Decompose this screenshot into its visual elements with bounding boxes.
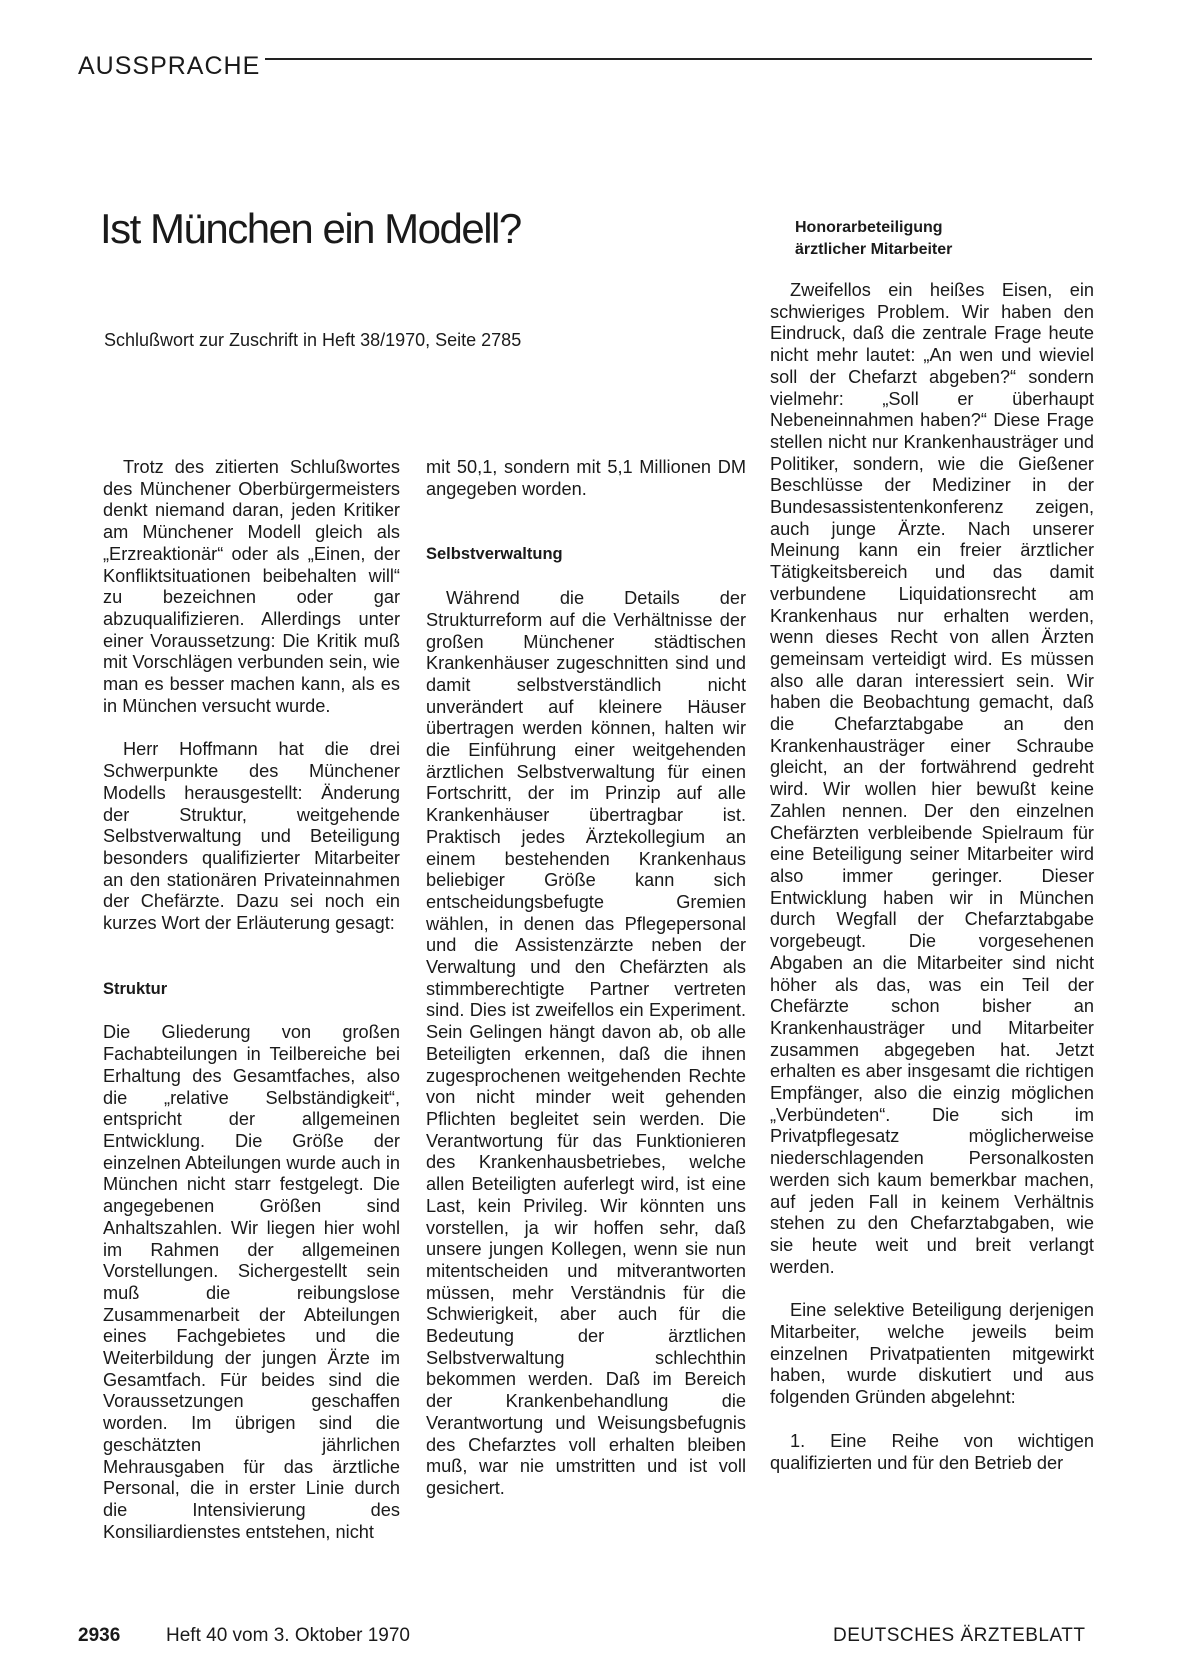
text-column-2 [426, 457, 746, 1500]
article-title: Ist München ein Modell? [100, 205, 521, 252]
paragraph: Eine selektive Beteiligung derjenigen Mitarbeiter, welche jeweils beim einzelnen Privatpatienten mitgewirkt haben, wurde diskutiert und aus folgenden Gründen abgelehnt: [770, 1300, 1094, 1408]
header-rule [265, 58, 1092, 60]
article-subtitle: Schlußwort zur Zuschrift in Heft 38/1970, Seite 2785 [104, 330, 522, 350]
paragraph: Trotz des zitierten Schlußwortes des Münchener Oberbürgermeisters denkt niemand daran, jeden Kritiker am Münchener Modell gleich als „Erzreaktionär“ oder als „Einen, der Konfliktsituationen beibehalten will“ zu bezeichnen oder gar abzuqualifizieren. Allerdings unter einer Voraussetzung: Die Kritik muß mit Vorschlägen verbunden sein, wie man es besser machen kann, als es in München versucht wurde. [103, 457, 400, 716]
paragraph: Zweifellos ein heißes Eisen, ein schwieriges Problem. Wir haben den Eindruck, daß die zentrale Frage heute nicht mehr lautet: „An wen und wieviel soll der Chefarzt abgeben?“ sondern vielmehr: „Soll er überhaupt Nebeneinnahmen haben?“ Diese Frage stellen nicht nur Krankenhausträger und Politiker, sondern, wie die Gießener Beschlüsse der Mediziner in der Bundesassistentenkonferenz zeigen, auch junge Ärzte. Nach unserer Meinung kann ein freier ärztlicher Tätigkeitsbereich und das damit verbundene Liquidationsrecht am Krankenhaus nur erhalten werden, wenn dieses Recht von allen Ärzten gemeinsam verteidigt wird. Es müssen also alle daran interessiert sein. Wir haben die Beobachtung gemacht, daß die Chefarztabgabe an den Krankenhausträger einer Schraube gleicht, an der fortwährend gedreht wird. Wir wollen hier bewußt keine Zahlen nennen. Der den einzelnen Chefärzten verbleibende Spielraum für eine Beteiligung seiner Mitarbeiter wird also immer geringer. Dieser Entwicklung haben wir in München durch Wegfall der Chefarztabgabe vorgebeugt. Die vorgesehenen Abgaben an die Mitarbeiter sind nicht höher als das, was ein Teil der Chefärzte schon bisher an Krankenhausträger und Mitarbeiter zusammen abgegeben hat. Jetzt erhalten es aber insgesamt die richtigen Empfänger, also die einzig möglichen „Verbündeten“. Die sich im Privatpflegesatz möglicherweise niederschlagenden Personalkosten werden sich kaum bemerkbar machen, auf jeden Fall in keinem Verhältnis stehen zu den Chefarztabgaben, wie sie heute weit und breit verlangt werden. [770, 280, 1094, 1277]
paragraph: Die Gliederung von großen Fachabteilungen in Teilbereiche bei Erhaltung des Gesamtfaches, also die „relative Selbständigkeit“, entspricht der allgemeinen Entwicklung. Die Größe der einzelnen Abteilungen wurde auch in München nicht starr festgelegt. Die angegebenen Größen sind Anhaltszahlen. Wir liegen hier wohl im Rahmen der allgemeinen Vorstellungen. Sichergestellt sein muß die reibungslose Zusammenarbeit der Abteilungen eines Fachgebietes und die Weiterbildung der jungen Ärzte im Gesamtfach. Für beides sind die Voraussetzungen geschaffen worden. Im übrigen sind die geschätzten jährlichen Mehrausgaben für das ärztliche Personal, die in erster Linie durch die Intensivierung des Konsiliardienstes entstehen, nicht [103, 1022, 400, 1542]
paragraph: 1. Eine Reihe von wichtigen qualifizierten und für den Betrieb der [770, 1430, 1094, 1473]
section-heading-struktur: Struktur [103, 979, 168, 998]
page-number: 2936 [78, 1625, 121, 1646]
paragraph: Herr Hoffmann hat die drei Schwerpunkte des Münchener Modells herausgestellt: Änderung der Struktur, weitgehende Selbstverwaltung und Beteiligung besonders qualifizierter Mitarbeiter an den stationären Privateinnahmen der Chefärzte. Dazu sei noch ein kurzes Wort der Erläuterung gesagt: [103, 739, 400, 934]
text-column-3 [770, 280, 1094, 1474]
section-heading-selbstverwaltung: Selbstverwaltung [426, 545, 563, 564]
text-column-1 [103, 457, 400, 1543]
section-label: AUSSPRACHE [78, 52, 261, 80]
paragraph: Während die Details der Strukturreform auf die Verhältnisse der großen Münchener städtischen Krankenhäuser zugeschnitten sind und damit selbstverständlich nicht unverändert auf kleinere Häuser übertragen werden können, halten wir die Einführung einer weitgehenden ärztlichen Selbstverwaltung für einen Fortschritt, der im Prinzip auf alle Krankenhäuser übertragbar ist. Praktisch jedes Ärztekollegium an einem bestehenden Krankenhaus beliebiger Größe kann sich entscheidungsbefugte Gremien wählen, in denen das Pflegepersonal und die Assistenzärzte neben der Verwaltung und den Chefärzten als stimmberechtigte Partner vertreten sind. Dies ist zweifellos ein Experiment. Sein Gelingen hängt davon ab, ob alle Beteiligten erkennen, daß die ihnen zugesprochenen weitgehenden Rechte von nicht minder weit gehenden Pflichten begleitet sein werden. Die Verantwortung für das Funktionieren des Krankenhausbetriebes, welche allen Beteiligten auferlegt wird, ist eine Last, kein Privileg. Wir könnten uns vorstellen, ja wir hoffen sehr, daß unsere jungen Kollegen, wenn sie nun mitentscheiden und mitverantworten müssen, mehr Verständnis für die Schwierigkeit, aber auch für die Bedeutung der ärztlichen Selbstverwaltung schlechthin bekommen werden. Daß im Bereich der Krankenbehandlung die Verantwortung und Weisungsbefugnis des Chefarztes voll erhalten bleiben muß, war nie umstritten und ist voll gesichert. [426, 588, 746, 1498]
issue-info: Heft 40 vom 3. Oktober 1970 [166, 1625, 410, 1646]
journal-name: DEUTSCHES ÄRZTEBLATT [833, 1625, 1086, 1646]
side-heading-line2: ärztlicher Mitarbeiter [795, 241, 953, 258]
paragraph: mit 50,1, sondern mit 5,1 Millionen DM angegeben worden. [426, 457, 746, 499]
side-heading [795, 217, 952, 261]
side-heading-line1: Honorarbeteiligung [795, 219, 943, 236]
